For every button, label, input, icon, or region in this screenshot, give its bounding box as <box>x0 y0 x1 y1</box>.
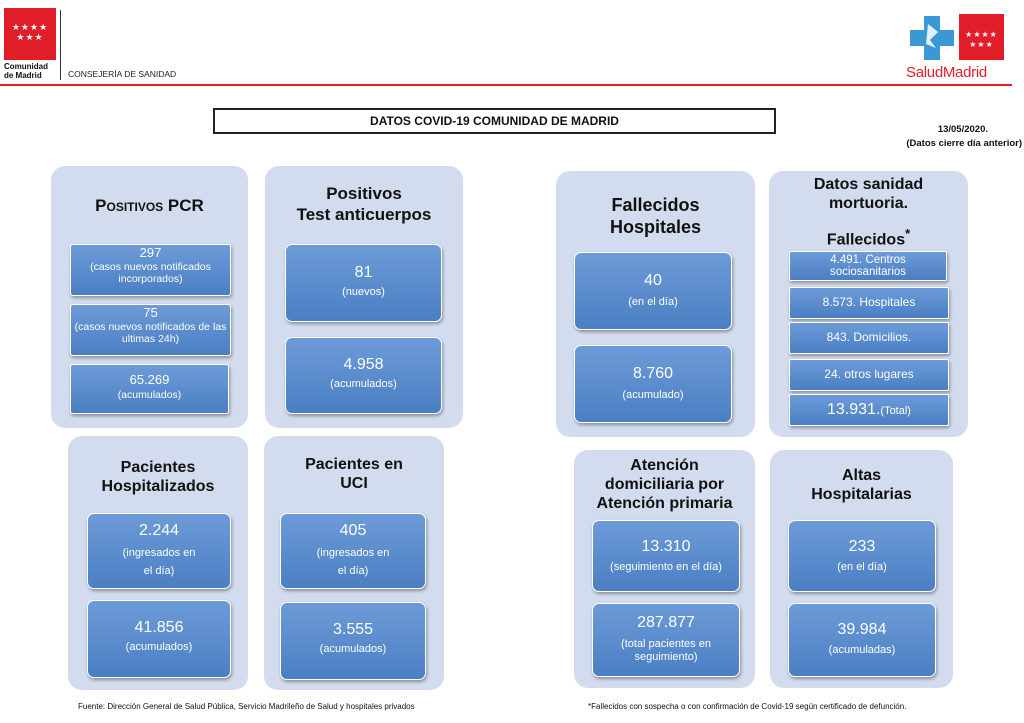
stat-note: (acumulado) <box>622 389 684 401</box>
stat-box-nuevos-24h <box>70 304 231 356</box>
stat-note: (casos nuevos notificados de las ultimas 24h) <box>74 321 227 345</box>
stat-value: 297 <box>139 245 162 260</box>
panel-title-line2: Hospitales <box>609 217 702 237</box>
panel-fallecidos-hospitales <box>556 171 755 437</box>
stat-value: 81 <box>354 264 373 281</box>
stat-note: (casos nuevos notificados incorporados) <box>90 261 211 285</box>
panel-title-line2: Test anticuerpos <box>296 205 432 224</box>
header-rule <box>0 84 1012 86</box>
stat-value: 2.244 <box>138 522 180 539</box>
stat-note: (seguimiento en el día) <box>610 561 722 573</box>
panel-title-line2: mortuoria. <box>828 195 909 212</box>
panel-atencion-domiciliaria <box>574 450 755 688</box>
stat-box-en-el-dia <box>574 252 732 330</box>
stat-note: (en el día) <box>837 561 887 573</box>
stat-note-line1: (ingresados en <box>316 547 390 559</box>
panel-title <box>264 455 444 493</box>
stat-box-en-el-dia <box>788 520 936 592</box>
stat-box-nuevos-incorporados <box>70 244 231 296</box>
stat-box-otros-lugares <box>789 359 949 391</box>
stat-value: 75 <box>143 305 158 320</box>
stat-box-ingresados <box>87 513 231 589</box>
stat-value: 405 <box>339 522 367 539</box>
stat-box-acumulados <box>87 600 231 678</box>
stat-note-line2: el día) <box>337 565 369 577</box>
report-date-note: (Datos cierre día anterior) <box>906 138 1022 149</box>
panel-title-line2: Hospitalarias <box>811 486 912 503</box>
stat-value: 4.958 <box>343 356 384 373</box>
panel-title-line1: Pacientes en <box>305 456 403 473</box>
saludmadrid-cross-icon <box>908 14 956 62</box>
stat-box-hospitales <box>789 287 949 319</box>
page-title: DATOS COVID-19 COMUNIDAD DE MADRID <box>213 108 776 134</box>
header-divider <box>60 10 61 80</box>
panel-title-line1: Fallecidos <box>611 195 700 215</box>
stat-value: 40 <box>644 272 662 289</box>
stat-value: 13.931. <box>827 401 881 418</box>
stat-note-line2: seguimiento) <box>634 651 698 663</box>
brand-name: SaludMadrid <box>906 64 987 81</box>
panel-title-line1: Datos sanidad <box>813 176 924 193</box>
panel-altas-hospitalarias <box>770 450 953 688</box>
panel-title <box>556 194 755 238</box>
panel-title <box>574 456 755 513</box>
stat-box-centros-sociosanitarios <box>789 251 947 281</box>
stat-text: 843. Domicilios. <box>826 330 912 344</box>
panel-title-line1: Altas <box>841 467 882 484</box>
stat-note: (acumulados) <box>125 641 193 653</box>
stat-value: 8.760 <box>632 365 674 382</box>
stat-line1: 4.491. Centros <box>830 254 906 266</box>
stat-note-line2: el día) <box>143 565 175 577</box>
stat-note-line1: (total pacientes en <box>621 638 711 650</box>
panel-pacientes-uci <box>264 436 444 690</box>
stat-note: (acumulados) <box>319 643 387 655</box>
panel-positivos-pcr <box>51 166 248 428</box>
stat-note: (acumulados) <box>117 389 182 401</box>
panel-title-line3: Atención primaria <box>596 495 733 512</box>
footer-note: *Fallecidos con sospecha o con confirmación de Covid-19 según certificado de defunción. <box>588 702 907 711</box>
panel-subtitle <box>769 224 968 250</box>
stat-box-total-seguimiento <box>592 603 740 677</box>
stat-box-acumulado <box>574 345 732 423</box>
madrid-flag-icon <box>959 14 1004 60</box>
stat-box-ingresados <box>280 513 426 589</box>
org-name <box>4 62 48 80</box>
stat-box-domicilios <box>789 322 949 354</box>
stat-box-total <box>789 394 949 426</box>
panel-title-line2: Hospitalizados <box>101 478 215 495</box>
footnote-asterisk: * <box>905 226 911 241</box>
department-name: CONSEJERÍA DE SANIDAD <box>68 69 177 79</box>
panel-title <box>265 183 463 225</box>
comunidad-madrid-logo <box>4 8 56 60</box>
panel-title <box>68 458 248 496</box>
stat-note: (acumulados) <box>330 378 397 390</box>
stat-value: 13.310 <box>641 538 691 555</box>
panel-title-line1: Positivos <box>326 184 402 203</box>
panel-sanidad-mortuoria <box>769 171 968 437</box>
panel-title-line2: domiciliaria por <box>604 476 725 493</box>
stat-box-nuevos <box>285 244 442 322</box>
panel-title-line2: UCI <box>340 475 368 492</box>
stat-note: (acumuladas) <box>828 644 896 656</box>
report-date: 13/05/2020. <box>937 124 988 135</box>
stat-box-acumulados <box>70 364 229 414</box>
stat-box-acumulados <box>285 337 442 414</box>
panel-title: Positivos PCR <box>95 196 204 215</box>
stat-text: 24. otros lugares <box>824 367 914 381</box>
stat-note: (Total) <box>880 405 911 417</box>
stat-value: 287.877 <box>637 614 695 631</box>
org-name-line1: Comunidad <box>4 62 48 71</box>
panel-test-anticuerpos <box>265 166 463 428</box>
footer-source: Fuente: Dirección General de Salud Pública, Servicio Madrileño de Salud y hospitales privados <box>78 702 415 711</box>
stat-note: (en el día) <box>628 296 678 308</box>
stat-box-seguimiento-dia <box>592 520 740 592</box>
panel-title <box>770 466 953 504</box>
stat-value: 65.269 <box>129 372 170 387</box>
panel-pacientes-hospitalizados <box>68 436 248 690</box>
stat-value: 41.856 <box>134 619 184 636</box>
stat-value: 3.555 <box>332 621 374 638</box>
stat-box-acumuladas <box>788 603 936 677</box>
logo-stars: ★★★★ ★★★ <box>11 22 49 42</box>
stat-line2: sociosanitarios <box>829 266 907 278</box>
stat-note: (nuevos) <box>342 286 385 298</box>
panel-title-line1: Atención <box>630 457 699 474</box>
stat-box-acumulados <box>280 602 426 680</box>
panel-subtitle-text: Fallecidos <box>826 231 906 249</box>
stat-value: 233 <box>848 538 876 555</box>
stat-text: 8.573. Hospitales <box>822 295 916 309</box>
panel-title <box>769 175 968 213</box>
flag-stars: ★★★★ ★★★ <box>965 30 998 49</box>
org-name-line2: de Madrid <box>4 71 42 80</box>
stat-value: 39.984 <box>837 621 887 638</box>
stat-note-line1: (ingresados en <box>122 547 196 559</box>
panel-title-line1: Pacientes <box>120 459 196 476</box>
